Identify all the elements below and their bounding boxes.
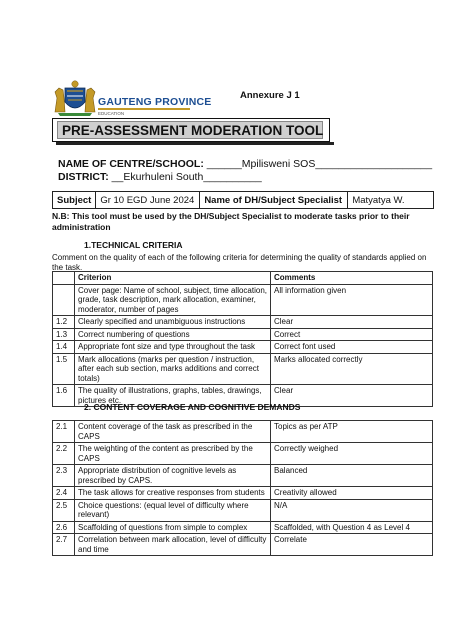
row-criterion: The quality of illustrations, graphs, tables, drawings, pictures etc.: [75, 385, 271, 407]
content-coverage-table: [52, 420, 433, 556]
row-number: 2.3: [53, 465, 75, 487]
centre-field: [58, 158, 432, 170]
subject-value: Gr 10 EGD June 2024: [96, 192, 200, 209]
row-comment: Correct: [271, 328, 433, 341]
row-comment: Creativity allowed: [271, 487, 433, 500]
centre-label: NAME OF CENTRE/SCHOOL:: [58, 158, 204, 170]
row-criterion: Correlation between mark allocation, level of difficulty and time: [75, 534, 271, 556]
row-comment: N/A: [271, 499, 433, 521]
row-number: 2.2: [53, 443, 75, 465]
row-number: 1.6: [53, 385, 75, 407]
nb-note: N.B: This tool must be used by the DH/Subject Specialist to moderate tasks prior to their administration: [52, 211, 410, 232]
row-criterion: Appropriate distribution of cognitive levels as prescribed by CAPS.: [75, 465, 271, 487]
table-row: [53, 465, 433, 487]
row-criterion: Cover page: Name of school, subject, time allocation, grade, task description, mark allocation, examiner, moderator, number of pages: [75, 284, 271, 316]
row-criterion: Choice questions: (equal level of difficulty where relevant): [75, 499, 271, 521]
table-row: [53, 353, 433, 385]
table-row: [53, 499, 433, 521]
row-number: 1.2: [53, 316, 75, 329]
table-row: [53, 341, 433, 354]
title-box: [52, 118, 330, 142]
table-row: [53, 316, 433, 329]
row-comment: Balanced: [271, 465, 433, 487]
title-fill: [57, 121, 323, 139]
table-row: [53, 421, 433, 443]
technical-criteria-table: [52, 271, 433, 407]
row-number: 2.4: [53, 487, 75, 500]
row-criterion: The weighting of the content as prescribed by the CAPS: [75, 443, 271, 465]
district-value: __Ekurhuleni South__________: [108, 171, 262, 183]
document-title: PRE-ASSESSMENT MODERATION TOOL: [62, 123, 324, 138]
centre-value: ______Mpilisweni SOS____________________: [203, 158, 433, 170]
row-number: [53, 284, 75, 316]
row-number: 1.5: [53, 353, 75, 385]
annexure-label: Annexure J 1: [240, 90, 300, 101]
section1-intro: Comment on the quality of each of the following criteria for determining the quality of standards applied on the task.: [52, 253, 427, 272]
row-number: 2.5: [53, 499, 75, 521]
row-comment: Clear: [271, 316, 433, 329]
title-shadow: [56, 142, 334, 145]
section1-title: 1.TECHNICAL CRITERIA: [84, 240, 183, 250]
row-comment: All information given: [271, 284, 433, 316]
row-number: 1.3: [53, 328, 75, 341]
header-comments: Comments: [271, 272, 433, 285]
table-row: [53, 192, 434, 209]
logo-rule: [98, 108, 190, 110]
specialist-label: Name of DH/Subject Specialist: [200, 192, 348, 209]
row-comment: Scaffolded, with Question 4 as Level 4: [271, 521, 433, 534]
district-label: DISTRICT:: [58, 171, 109, 183]
header-criterion: Criterion: [75, 272, 271, 285]
row-comment: Correlate: [271, 534, 433, 556]
row-comment: Topics as per ATP: [271, 421, 433, 443]
header-num-cell: [53, 272, 75, 285]
table-row: [53, 443, 433, 465]
row-number: 1.4: [53, 341, 75, 354]
coat-of-arms-icon: [52, 78, 98, 118]
row-comment: Marks allocated correctly: [271, 353, 433, 385]
table-row: [53, 328, 433, 341]
row-number: 2.1: [53, 421, 75, 443]
district-field: [58, 171, 262, 183]
row-criterion: Content coverage of the task as prescribed in the CAPS: [75, 421, 271, 443]
row-comment: Correct font used: [271, 341, 433, 354]
row-criterion: Correct numbering of questions: [75, 328, 271, 341]
table-row: [53, 521, 433, 534]
row-criterion: The task allows for creative responses from students: [75, 487, 271, 500]
specialist-value: Matyatya W.: [348, 192, 434, 209]
row-criterion: Appropriate font size and type throughout the task: [75, 341, 271, 354]
row-number: 2.7: [53, 534, 75, 556]
gauteng-logo: [52, 78, 212, 122]
logo-tagline: EDUCATION: [98, 111, 125, 116]
row-number: 2.6: [53, 521, 75, 534]
subject-info-table: [52, 191, 434, 209]
row-criterion: Mark allocations (marks per question / instruction, after each sub section, marks additions and correct totals): [75, 353, 271, 385]
row-comment: Clear: [271, 385, 433, 407]
table-row: [53, 534, 433, 556]
row-criterion: Clearly specified and unambiguous instructions: [75, 316, 271, 329]
row-comment: Correctly weighed: [271, 443, 433, 465]
row-criterion: Scaffolding of questions from simple to complex: [75, 521, 271, 534]
subject-label: Subject: [53, 192, 96, 209]
table-header-row: [53, 272, 433, 285]
logo-province-name: GAUTENG PROVINCE: [98, 96, 212, 108]
table-row: [53, 487, 433, 500]
section2-title: 2. CONTENT COVERAGE AND COGNITIVE DEMANDS: [84, 402, 301, 412]
table-row: [53, 284, 433, 316]
